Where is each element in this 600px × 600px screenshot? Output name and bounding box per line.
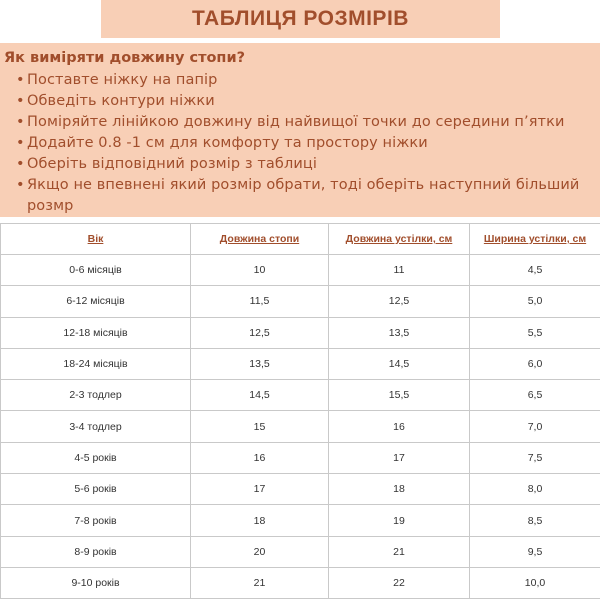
insole-width-cell: 8,0: [470, 474, 600, 505]
insole-length-cell: 18: [329, 474, 470, 505]
insole-width-cell: 7,5: [470, 442, 600, 473]
bullet-icon: •: [16, 177, 25, 193]
instruction-text: Поставте ніжку на папір: [27, 72, 218, 88]
insole-length-cell: 17: [329, 442, 470, 473]
age-cell: 7-8 років: [1, 505, 191, 536]
foot-length-cell: 13,5: [191, 348, 329, 379]
measurement-instructions: [0, 43, 600, 217]
insole-width-cell: 8,5: [470, 505, 600, 536]
insole-width-cell: 4,5: [470, 255, 600, 286]
list-item: [16, 154, 600, 175]
insole-width-cell: 7,0: [470, 411, 600, 442]
list-item: [16, 175, 600, 217]
table-row: [1, 286, 600, 317]
age-cell: 12-18 місяців: [1, 317, 191, 348]
bullet-icon: •: [16, 114, 25, 130]
title-banner: [101, 0, 500, 38]
column-header-insole-width: Ширина устілки, см: [470, 224, 600, 255]
age-cell: 3-4 тодлер: [1, 411, 191, 442]
table-row: [1, 474, 600, 505]
bullet-icon: •: [16, 72, 25, 88]
table-row: [1, 442, 600, 473]
foot-length-cell: 10: [191, 255, 329, 286]
insole-length-cell: 11: [329, 255, 470, 286]
insole-length-cell: 12,5: [329, 286, 470, 317]
foot-length-cell: 21: [191, 567, 329, 598]
insole-length-cell: 14,5: [329, 348, 470, 379]
bullet-icon: •: [16, 93, 25, 109]
instructions-heading: Як виміряти довжину стопи?: [4, 50, 246, 66]
instruction-text: Якщо не впевнені який розмір обрати, тоді оберіть наступний більший розмр: [27, 177, 580, 214]
table-row: [1, 255, 600, 286]
list-item: [16, 112, 600, 133]
foot-length-cell: 18: [191, 505, 329, 536]
insole-length-cell: 15,5: [329, 380, 470, 411]
insole-width-cell: 6,5: [470, 380, 600, 411]
foot-length-cell: 16: [191, 442, 329, 473]
insole-width-cell: 9,5: [470, 536, 600, 567]
insole-length-cell: 19: [329, 505, 470, 536]
page-title: ТАБЛИЦЯ РОЗМІРІВ: [192, 7, 409, 30]
age-cell: 0-6 місяців: [1, 255, 191, 286]
insole-length-cell: 16: [329, 411, 470, 442]
table-row: [1, 380, 600, 411]
instructions-list: [4, 70, 600, 217]
column-header-foot-length: Довжина стопи: [191, 224, 329, 255]
instruction-text: Додайте 0.8 -1 см для комфорту та простору ніжки: [27, 135, 428, 151]
bullet-icon: •: [16, 156, 25, 172]
insole-length-cell: 21: [329, 536, 470, 567]
size-table: [0, 223, 600, 599]
foot-length-cell: 12,5: [191, 317, 329, 348]
column-header-insole-length: Довжина устілки, см: [329, 224, 470, 255]
age-cell: 9-10 років: [1, 567, 191, 598]
age-cell: 4-5 років: [1, 442, 191, 473]
insole-width-cell: 6,0: [470, 348, 600, 379]
bullet-icon: •: [16, 135, 25, 151]
foot-length-cell: 20: [191, 536, 329, 567]
foot-length-cell: 15: [191, 411, 329, 442]
insole-width-cell: 5,5: [470, 317, 600, 348]
foot-length-cell: 17: [191, 474, 329, 505]
instruction-text: Поміряйте лінійкою довжину від найвищої точки до середини п’ятки: [27, 114, 565, 130]
instruction-text: Обведіть контури ніжки: [27, 93, 215, 109]
foot-length-cell: 14,5: [191, 380, 329, 411]
list-item: [16, 70, 600, 91]
table-row: [1, 317, 600, 348]
list-item: [16, 133, 600, 154]
age-cell: 6-12 місяців: [1, 286, 191, 317]
table-row: [1, 536, 600, 567]
age-cell: 2-3 тодлер: [1, 380, 191, 411]
list-item: [16, 91, 600, 112]
table-row: [1, 411, 600, 442]
insole-width-cell: 10,0: [470, 567, 600, 598]
age-cell: 5-6 років: [1, 474, 191, 505]
column-header-age: Вік: [1, 224, 191, 255]
table-row: [1, 505, 600, 536]
table-row: [1, 348, 600, 379]
insole-length-cell: 22: [329, 567, 470, 598]
insole-length-cell: 13,5: [329, 317, 470, 348]
insole-width-cell: 5,0: [470, 286, 600, 317]
table-header-row: [1, 224, 600, 255]
age-cell: 18-24 місяців: [1, 348, 191, 379]
foot-length-cell: 11,5: [191, 286, 329, 317]
instruction-text: Оберіть відповідний розмір з таблиці: [27, 156, 317, 172]
table-row: [1, 567, 600, 598]
age-cell: 8-9 років: [1, 536, 191, 567]
